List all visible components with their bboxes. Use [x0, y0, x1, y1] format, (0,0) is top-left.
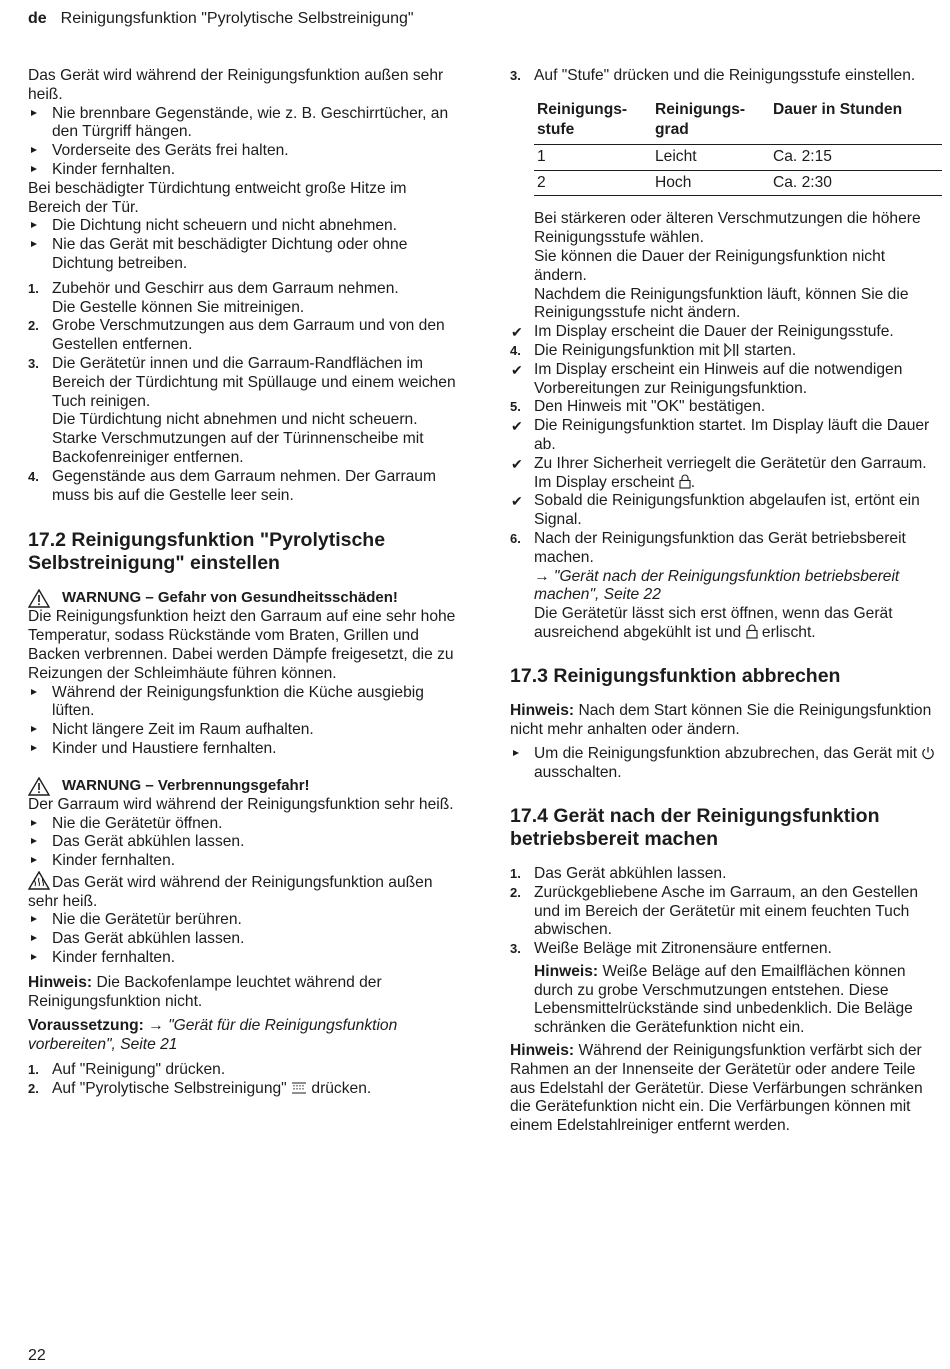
hot-surface-warning-icon: [28, 871, 50, 890]
program-step-2: 2. Auf "Pyrolytische Selbstreinigung" drücken.: [28, 1079, 372, 1097]
language-code: de: [28, 10, 47, 27]
section-heading-17-4: 17.4 Gerät nach der Reinigungsfunktion betriebsbereit machen: [510, 804, 880, 850]
prerequisite: Voraussetzung: → "Gerät für die Reinigungsfunktion vorbereiten", Seite 21: [28, 1017, 398, 1054]
bullet-item: Um die Reinigungsfunktion abzubrechen, das Gerät mit ausschalten.: [510, 745, 942, 783]
left-column: [28, 67, 463, 1099]
program-step-4: 4. Die Reinigungsfunktion mit starten.: [510, 341, 797, 359]
section-heading-17-3: 17.3 Reinigungsfunktion abbrechen: [510, 664, 841, 687]
step-1: 1. Zubehör und Geschirr aus dem Garraum nehmen. Die Gestelle können Sie mitreinigen.: [28, 279, 399, 316]
header-title: Reinigungsfunktion "Pyrolytische Selbstreinigung": [60, 10, 414, 27]
bullet-item: Kinder fernhalten.: [28, 949, 463, 968]
result-item: ✔ Die Reinigungsfunktion startet. Im Display läuft die Dauer ab.: [511, 417, 930, 453]
step-2: 2. Grobe Verschmutzungen aus dem Garraum und von den Gestellen entfernen.: [28, 317, 445, 354]
check-icon: ✔: [511, 418, 523, 435]
hint-discoloration: Hinweis: Während der Reinigungsfunktion verfärbt sich der Rahmen an der Innenseite der Gerätetür oder andere Teile aus Edelstahl der Gerätetür. Diese Verfärbungen schränken die Gerätefunktion nicht ein. Die Verfärbungen können mit einem Edelstahlreiniger entfernt werden.: [510, 1042, 923, 1135]
level-notes: Bei stärkeren oder älteren Verschmutzungen die höhere Reinigungsstufe wählen. Sie können die Dauer der Reinigungsfunktion nicht ändern. Nachdem die Reinigungsfunktion läuft, können Sie die Reinigungsstufe nicht ändern.: [534, 210, 921, 322]
bullet-item: Kinder und Haustiere fernhalten.: [28, 740, 463, 759]
hint-lamp: Hinweis: Die Backofenlampe leuchtet während der Reinigungsfunktion nicht.: [28, 973, 382, 1010]
bullet-item: Die Dichtung nicht scheuern und nicht abnehmen.: [28, 217, 463, 236]
bullet-item: Während der Reinigungsfunktion die Küche ausgiebig lüften.: [28, 684, 463, 722]
page-number: 22: [28, 1347, 46, 1364]
table-header: Reinigungs-stufe: [534, 96, 652, 145]
table-row: 1 Leicht Ca. 2:15: [534, 144, 942, 170]
warning-burn: WARNUNG – Verbrennungsgefahr!: [28, 777, 463, 796]
warning-health-text: Die Reinigungsfunktion heizt den Garraum auf eine sehr hohe Temperatur, sodass Rückstände vom Braten, Grillen und Backen verbrennen. Dabei werden Dämpfe freigesetzt, die zu Reizungen der Schleimhäute führen können.: [28, 608, 456, 682]
table-header: Dauer in Stunden: [770, 96, 942, 145]
result-item: ✔ Im Display erscheint die Dauer der Reinigungsstufe.: [511, 323, 894, 341]
bullet-item: Vorderseite des Geräts frei halten.: [28, 142, 463, 161]
power-icon: [921, 746, 935, 760]
bullet-item: Nie die Gerätetür öffnen.: [28, 815, 463, 834]
right-column: [510, 67, 942, 1136]
table-row: 2 Hoch Ca. 2:30: [534, 170, 942, 196]
start-pause-icon: [724, 343, 740, 357]
program-step-1: 1. Auf "Reinigung" drücken.: [28, 1061, 226, 1079]
bullet-item: Kinder fernhalten.: [28, 852, 463, 871]
step-3: 3. Die Gerätetür innen und die Garraum-Randflächen im Bereich der Türdichtung mit Spüllauge und einem weichen Tuch reinigen. Die Türdichtung nicht abnehmen und nicht scheuern. Starke Verschmutzungen auf der Türinnenscheibe mit Backofenreiniger entfernen.: [28, 354, 456, 466]
prerequisite-link[interactable]: → "Gerät für die Reinigungsfunktion vorbereiten", Seite 21: [28, 1017, 398, 1054]
seal-warning-text: Bei beschädigter Türdichtung entweicht große Hitze im Bereich der Tür.: [28, 179, 407, 216]
section-heading-17-2: 17.2 Reinigungsfunktion "Pyrolytische Selbstreinigung" einstellen: [28, 529, 386, 575]
check-icon: ✔: [511, 324, 523, 341]
result-item: ✔ Sobald die Reinigungsfunktion abgelaufen ist, ertönt ein Signal.: [511, 492, 920, 529]
warning-burn-text: Der Garraum wird während der Reinigungsfunktion sehr heiß.: [28, 795, 454, 813]
lock-icon: [746, 624, 758, 639]
check-icon: ✔: [511, 493, 523, 510]
program-step-3: 3. Auf "Stufe" drücken und die Reinigungsstufe einstellen.: [510, 67, 916, 84]
bullet-item: Nicht längere Zeit im Raum aufhalten.: [28, 721, 463, 740]
check-icon: ✔: [511, 455, 523, 472]
warning-triangle-icon: [28, 777, 50, 796]
bullet-item: Nie brennbare Gegenstände, wie z. B. Geschirrtücher, an den Türgriff hängen.: [28, 105, 463, 143]
hot-surface-warning: Das Gerät wird während der Reinigungsfunktion außen sehr heiß.: [28, 871, 463, 912]
cleaning-level-table: [534, 96, 942, 197]
program-step-6: 6. Nach der Reinigungsfunktion das Gerät betriebsbereit machen. → "Gerät nach der Reinigungsfunktion betriebsbereit machen", Seite 22 Die Gerätetür lässt sich erst öffnen, wenn das Gerät ausreichend abgekühlt ist und erlischt.: [510, 529, 906, 641]
result-item: ✔ Zu Ihrer Sicherheit verriegelt die Gerätetür den Garraum. Im Display erscheint .: [511, 454, 927, 491]
result-item: ✔ Im Display erscheint ein Hinweis auf die notwendigen Vorbereitungen zur Reinigungsfunktion.: [511, 360, 903, 397]
bullet-item: Kinder fernhalten.: [28, 161, 463, 180]
lock-icon: [679, 474, 691, 489]
check-icon: ✔: [511, 361, 523, 378]
table-header: Reinigungs-grad: [652, 96, 770, 145]
ready-step-3: 3. Weiße Beläge mit Zitronensäure entfernen. Hinweis: Weiße Beläge auf den Emailflächen können durch zu grobe Verschmutzungen entstehen. Diese Lebensmittelrückstände sind unbedenklich. Die Beläge schränken die Gerätefunktion nicht ein.: [510, 940, 913, 1037]
bullet-item: Das Gerät abkühlen lassen.: [28, 930, 463, 949]
ready-step-2: 2. Zurückgebliebene Asche im Garraum, an den Gestellen und im Bereich der Gerätetür mit einem feuchten Tuch abwischen.: [510, 883, 918, 939]
pyrolysis-icon: [291, 1081, 307, 1095]
hint-cancel: Hinweis: Nach dem Start können Sie die Reinigungsfunktion nicht mehr anhalten oder ändern.: [510, 701, 932, 738]
warning-triangle-icon: [28, 589, 50, 608]
step-4: 4. Gegenstände aus dem Garraum nehmen. Der Garraum muss bis auf die Gestelle leer sein.: [28, 467, 436, 504]
bullet-item: Nie das Gerät mit beschädigter Dichtung oder ohne Dichtung betreiben.: [28, 236, 463, 274]
page-header: [28, 10, 414, 29]
intro-text: Das Gerät wird während der Reinigungsfunktion außen sehr heiß.: [28, 67, 444, 103]
ready-step-1: 1. Das Gerät abkühlen lassen.: [510, 864, 727, 882]
program-step-5: 5. Den Hinweis mit "OK" bestätigen.: [510, 398, 766, 416]
ready-link[interactable]: → "Gerät nach der Reinigungsfunktion betriebsbereit machen", Seite 22: [534, 567, 900, 604]
bullet-item: Das Gerät abkühlen lassen.: [28, 833, 463, 852]
warning-health: WARNUNG – Gefahr von Gesundheitsschäden!: [28, 589, 463, 608]
bullet-item: Nie die Gerätetür berühren.: [28, 911, 463, 930]
